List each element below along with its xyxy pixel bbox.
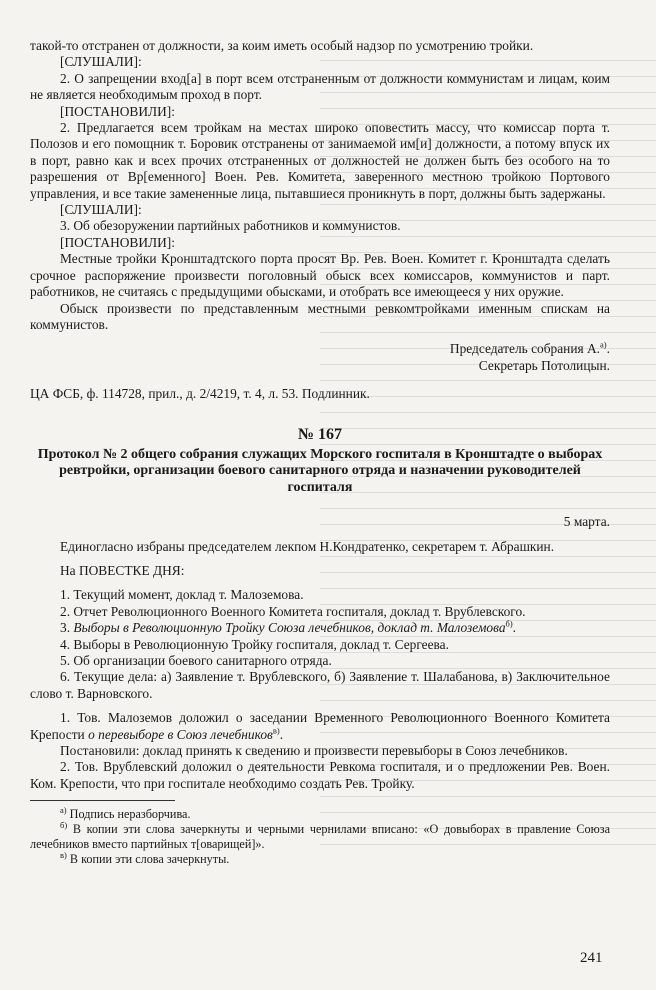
- footnote: $^{б)}$ В копии эти слова зачеркнуты и черными чернилами вписано: «О довыборах в правление Союза лечебников вместо партийных т[оварищей]».: [30, 820, 610, 852]
- paragraph: Местные тройки Кронштадтского порта просят Вр. Рев. Воен. Комитет г. Кронштадта сделать срочное распоряжение произвести поголовный обыск всех комиссаров, коммунистов и парт. работников, не считаясь с предыдущими обысками, и отобрать все имеющееся у них оружие.: [30, 251, 610, 300]
- paragraph-chair: Единогласно избраны председателем лекпом Н.Кондратенко, секретарем т. Абрашкин.: [60, 538, 555, 554]
- footnote-ref: в): [272, 725, 280, 736]
- document-title: Протокол № 2 общего собрания служащих Морского госпиталя в Кронштадте о выборах ревтройки, организации боевого санитарного отряда и назначении руководителей госпиталя: [37, 446, 603, 495]
- archive-reference: ЦА ФСБ, ф. 114728, прил., д. 2/4219, т. 4, л. 53. Подлинник.: [30, 386, 370, 402]
- footnote-ref: а): [600, 339, 607, 350]
- agenda-heading: На ПОВЕСТКЕ ДНЯ:: [60, 562, 185, 578]
- page-number: 241: [580, 950, 603, 966]
- agenda-item: 4. Выборы в Революционную Тройку госпиталя, доклад т. Сергеева.: [60, 636, 449, 652]
- paragraph: 2. Предлагается всем тройкам на местах широко оповестить массу, что комиссар порта т. Полозов и его помощник т. Боровик отстранены от занимаемой им[и] должности, а потому впуск их в порт, равно как и всех прочих отстраненных от должностей не должен быть без особого на то разрешения от Вр[еменного] Воен. Рев. Комитета, заверенного местною тройкою Портового управления, и все такие замененные лица, пытавшиеся проникнуть в порт, должны быть задержаны.: [30, 120, 610, 201]
- paragraph: 3. Об обезоружении партийных работников и коммунистов.: [60, 218, 401, 234]
- document-page: [30, 38, 610, 867]
- paragraph: 2. О запрещении вход[а] в порт всем отстраненным от должности коммунистам и лицам, коим не является необходимым проход в порт.: [30, 70, 610, 103]
- section-heading-heard: [СЛУШАЛИ]:: [60, 54, 142, 70]
- section-heading-heard: [СЛУШАЛИ]:: [60, 202, 142, 218]
- document-date: 5 марта.: [563, 514, 610, 530]
- paragraph: Обыск произвести по представленным местными ревкомтройками именным спискам на коммунистов.: [30, 300, 610, 332]
- footnote: $^{а)}$ Подпись неразборчива.: [60, 805, 191, 822]
- signature-secretary: Секретарь Потолицын.: [478, 357, 610, 373]
- paragraph: такой-то отстранен от должности, за коим иметь особый надзор по усмотрению тройки.: [30, 38, 534, 53]
- signature-chairman: Председатель собрания А.$^{а)}$.: [449, 339, 610, 357]
- paragraph-item1: 1. Тов. Малоземов доложил о заседании Временного Революционного Военного Комитета Крепости о перевыборе в Союз лечебников$^{в)}$.: [30, 710, 610, 742]
- agenda-item: 1. Текущий момент, доклад т. Малоземова.: [60, 587, 304, 603]
- paragraph-resolution: Постановили: доклад принять к сведению и произвести перевыборы в Союз лечебников.: [60, 743, 568, 759]
- agenda-item: 6. Текущие дела: а) Заявление т. Врублевского, б) Заявление т. Шалабанова, в) Заключительное слово т. Варновского.: [30, 669, 610, 701]
- agenda-item: 2. Отчет Революционного Военного Комитета госпиталя, доклад т. Врублевского.: [60, 603, 526, 619]
- section-heading-resolved: [ПОСТАНОВИЛИ]:: [60, 234, 175, 250]
- footnote: $^{в)}$ В копии эти слова зачеркнуты.: [60, 850, 230, 867]
- section-heading-resolved: [ПОСТАНОВИЛИ]:: [60, 103, 175, 119]
- document-number: № 167: [297, 425, 343, 443]
- agenda-item: 3. Выборы в Революционную Тройку Союза лечебников, доклад т. Малоземова$^{б)}$.: [60, 618, 517, 636]
- agenda-item: 5. Об организации боевого санитарного отряда.: [60, 653, 332, 668]
- footnote-divider: [30, 800, 175, 801]
- footnote-ref: б): [505, 618, 513, 629]
- paragraph-item2: 2. Тов. Врублевский доложил о деятельности Ревкома госпиталя, и о предложении Рев. Воен. Ком. Крепости, что при госпитале необходимо создать Рев. Тройку.: [30, 759, 610, 791]
